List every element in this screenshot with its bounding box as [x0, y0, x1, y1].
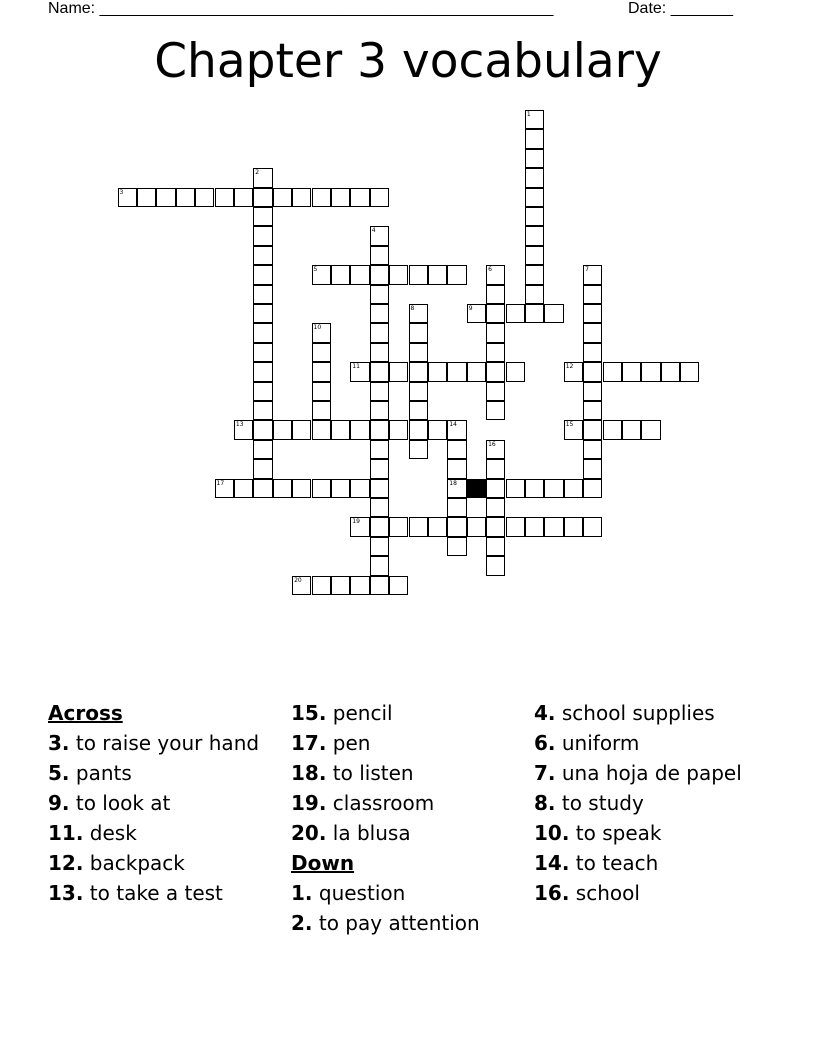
- clue-number-label: 16.: [534, 881, 570, 905]
- crossword-cell: [583, 343, 602, 362]
- crossword-cell: [583, 362, 602, 381]
- crossword-cell: [525, 517, 544, 536]
- clue-item: [291, 792, 521, 815]
- crossword-cell: [428, 420, 447, 439]
- crossword-cell: [156, 188, 175, 207]
- crossword-cell: [331, 576, 350, 595]
- crossword-cell: [312, 343, 331, 362]
- clue-number: 8: [410, 305, 415, 312]
- crossword-cell: [409, 517, 428, 536]
- clue-number-label: 11.: [48, 821, 84, 845]
- clue-number: 20: [294, 576, 302, 584]
- crossword-cell: [292, 576, 311, 595]
- clue-number: 17: [216, 479, 225, 487]
- clue-number-label: 13.: [48, 881, 84, 905]
- crossword-cell: [486, 459, 505, 478]
- crossword-cell: [370, 382, 389, 401]
- clue-item: [291, 762, 521, 785]
- crossword-cell: [312, 382, 331, 401]
- crossword-cell: [253, 304, 272, 323]
- clue-number-label: 4.: [534, 701, 556, 725]
- crossword-cell: [350, 517, 369, 536]
- clue-number: 12: [565, 363, 574, 371]
- crossword-cell: [312, 401, 331, 420]
- crossword-cell: [428, 265, 447, 284]
- crossword-cell: [312, 265, 331, 284]
- clue-item: [534, 762, 764, 785]
- clue-number-label: 7.: [534, 761, 556, 785]
- clue-number-label: 9.: [48, 791, 70, 815]
- clue-number: 4: [371, 227, 376, 235]
- crossword-cell: [447, 265, 466, 284]
- crossword-cell: [312, 188, 331, 207]
- crossword-cell: [486, 323, 505, 342]
- crossword-cell: [370, 401, 389, 420]
- clue-text: to raise your hand: [75, 731, 260, 755]
- clue-number: 1: [526, 111, 531, 118]
- crossword-cell: [486, 362, 505, 381]
- crossword-cell: [447, 420, 466, 439]
- crossword-cell: [583, 382, 602, 401]
- clue-text: pencil: [332, 701, 393, 725]
- crossword-cell: [564, 420, 583, 439]
- crossword-cell: [350, 420, 369, 439]
- crossword-cell: [486, 440, 505, 459]
- clue-number-label: 15.: [291, 701, 327, 725]
- crossword-cell: [447, 459, 466, 478]
- crossword-cell: [583, 517, 602, 536]
- clue-text: to speak: [575, 821, 662, 845]
- crossword-cell: [486, 517, 505, 536]
- name-field-label: Name: ___________________________________________________: [48, 0, 554, 17]
- crossword-cell: [370, 304, 389, 323]
- crossword-cell: [467, 362, 486, 381]
- crossword-cell: [564, 479, 583, 498]
- crossword-cell: [273, 188, 292, 207]
- clue-item: [291, 882, 521, 905]
- date-field-label: Date: _______: [628, 0, 733, 17]
- crossword-cell: [350, 188, 369, 207]
- crossword-cell: [641, 362, 660, 381]
- clue-number: 19: [352, 518, 360, 526]
- crossword-cell: [389, 265, 408, 284]
- crossword-cell: [409, 382, 428, 401]
- crossword-cell: [506, 304, 525, 323]
- crossword-cell: [447, 537, 466, 556]
- clue-number-label: 8.: [534, 791, 556, 815]
- crossword-cell: [409, 265, 428, 284]
- crossword-cell: [273, 420, 292, 439]
- crossword-cell: [312, 576, 331, 595]
- crossword-cell: [331, 188, 350, 207]
- crossword-cell: [486, 382, 505, 401]
- crossword-cell: [253, 246, 272, 265]
- crossword-cell: [389, 517, 408, 536]
- clue-number-label: 3.: [48, 731, 70, 755]
- clue-number: 15: [565, 421, 574, 429]
- clue-text: school supplies: [561, 701, 715, 725]
- crossword-cell: [370, 537, 389, 556]
- clue-text: uniform: [561, 731, 640, 755]
- crossword-cell: [331, 479, 350, 498]
- clue-number: 2: [255, 169, 260, 177]
- clue-text: to listen: [332, 761, 414, 785]
- crossword-cell: [389, 576, 408, 595]
- crossword-cell: [447, 440, 466, 459]
- clue-number: 16: [488, 440, 496, 448]
- crossword-cell: [467, 304, 486, 323]
- across-heading: Across: [48, 701, 123, 725]
- crossword-cell: [467, 517, 486, 536]
- crossword-cell: [370, 517, 389, 536]
- crossword-cell: [195, 188, 214, 207]
- crossword-cell: [234, 188, 253, 207]
- clue-text: backpack: [89, 851, 185, 875]
- clue-text: classroom: [332, 791, 435, 815]
- clue-item: [534, 882, 764, 905]
- clue-text: school: [575, 881, 640, 905]
- clue-item: [291, 912, 521, 935]
- crossword-cell: [370, 459, 389, 478]
- crossword-cell: [234, 479, 253, 498]
- crossword-cell: [583, 459, 602, 478]
- clue-text: to pay attention: [318, 911, 480, 935]
- clue-item: [534, 702, 764, 725]
- crossword-cell: [253, 401, 272, 420]
- clue-item: [534, 852, 764, 875]
- crossword-cell: [564, 517, 583, 536]
- clue-text: to look at: [75, 791, 171, 815]
- crossword-cell: [544, 479, 563, 498]
- crossword-cell: [350, 576, 369, 595]
- crossword-cell: [215, 188, 234, 207]
- clue-column-1: [48, 702, 278, 912]
- crossword-cell: [583, 401, 602, 420]
- crossword-cell: [661, 362, 680, 381]
- crossword-cell: [253, 323, 272, 342]
- crossword-cell: [370, 498, 389, 517]
- crossword-cell: [137, 188, 156, 207]
- clue-item: [291, 732, 521, 755]
- crossword-cell: [350, 362, 369, 381]
- clue-number: 7: [585, 266, 589, 274]
- crossword-cell: [292, 479, 311, 498]
- crossword-cell: [215, 479, 234, 498]
- clue-number-label: 6.: [534, 731, 556, 755]
- clue-number: 14: [449, 421, 457, 429]
- crossword-cell: [350, 479, 369, 498]
- clue-item: [534, 822, 764, 845]
- crossword-cell: [234, 420, 253, 439]
- crossword-cell: [292, 188, 311, 207]
- crossword-cell: [253, 207, 272, 226]
- crossword-cell: [409, 401, 428, 420]
- crossword-cell: [486, 479, 505, 498]
- crossword-cell: [428, 362, 447, 381]
- clue-text: desk: [89, 821, 137, 845]
- clue-item: [48, 822, 278, 845]
- crossword-cell: [447, 498, 466, 517]
- crossword-cell: [176, 188, 195, 207]
- clue-text: to teach: [575, 851, 659, 875]
- crossword-cell: [525, 129, 544, 148]
- crossword-cell: [253, 420, 272, 439]
- crossword-cell: [409, 420, 428, 439]
- clue-text: la blusa: [332, 821, 411, 845]
- clue-number: 11: [352, 363, 360, 371]
- crossword-cell: [370, 246, 389, 265]
- clue-item: [48, 732, 278, 755]
- crossword-cell: [486, 498, 505, 517]
- clue-number: 6: [488, 266, 492, 274]
- crossword-cell: [370, 440, 389, 459]
- clue-number-label: 5.: [48, 761, 70, 785]
- crossword-cell: [312, 362, 331, 381]
- crossword-cell: [525, 304, 544, 323]
- crossword-cell: [253, 362, 272, 381]
- crossword-cell: [583, 479, 602, 498]
- clue-number: 10: [313, 324, 322, 332]
- crossword-cell: [486, 343, 505, 362]
- clue-number: 9: [468, 305, 473, 312]
- clue-text: pants: [75, 761, 132, 785]
- clue-text: to study: [561, 791, 644, 815]
- crossword-cell: [525, 188, 544, 207]
- crossword-cell: [253, 382, 272, 401]
- crossword-cell: [622, 362, 641, 381]
- crossword-cell: [447, 479, 466, 498]
- clue-text: question: [318, 881, 406, 905]
- crossword-cell: [506, 517, 525, 536]
- crossword-cell: [389, 420, 408, 439]
- crossword-cell: [428, 517, 447, 536]
- crossword-black-square: [467, 479, 486, 498]
- crossword-cell: [525, 226, 544, 245]
- crossword-cell: [409, 343, 428, 362]
- crossword-cell: [370, 576, 389, 595]
- crossword-cell: [680, 362, 699, 381]
- crossword-cell: [409, 323, 428, 342]
- clue-item: [291, 822, 521, 845]
- clue-number-label: 1.: [291, 881, 313, 905]
- crossword-cell: [525, 285, 544, 304]
- page-title: Chapter 3 vocabulary: [154, 34, 662, 89]
- clue-number-label: 14.: [534, 851, 570, 875]
- crossword-cell: [525, 168, 544, 187]
- crossword-cell: [118, 188, 137, 207]
- clue-item: [48, 852, 278, 875]
- clue-number: 3: [119, 188, 124, 196]
- crossword-cell: [486, 401, 505, 420]
- crossword-cell: [525, 110, 544, 129]
- crossword-cell: [583, 285, 602, 304]
- crossword-cell: [253, 265, 272, 284]
- clue-number-label: 19.: [291, 791, 327, 815]
- clue-item: [48, 882, 278, 905]
- crossword-cell: [331, 265, 350, 284]
- crossword-cell: [583, 420, 602, 439]
- crossword-cell: [312, 479, 331, 498]
- clue-item: [48, 762, 278, 785]
- crossword-cell: [370, 285, 389, 304]
- clue-number-label: 10.: [534, 821, 570, 845]
- crossword-cell: [583, 323, 602, 342]
- crossword-cell: [486, 265, 505, 284]
- clue-item: [534, 792, 764, 815]
- crossword-cell: [486, 285, 505, 304]
- crossword-cell: [370, 343, 389, 362]
- down-heading: Down: [291, 851, 355, 875]
- clue-item: [534, 732, 764, 755]
- clue-number-label: 12.: [48, 851, 84, 875]
- crossword-cell: [409, 304, 428, 323]
- crossword-cell: [525, 479, 544, 498]
- crossword-cell: [603, 362, 622, 381]
- crossword-cell: [525, 265, 544, 284]
- crossword-cell: [525, 246, 544, 265]
- crossword-cell: [253, 168, 272, 187]
- crossword-cell: [370, 362, 389, 381]
- crossword-cell: [544, 517, 563, 536]
- crossword-cell: [292, 420, 311, 439]
- crossword-cell: [447, 517, 466, 536]
- crossword-cell: [506, 362, 525, 381]
- crossword-cell: [312, 323, 331, 342]
- crossword-cell: [622, 420, 641, 439]
- crossword-cell: [409, 440, 428, 459]
- clue-text: una hoja de papel: [561, 761, 742, 785]
- crossword-cell: [370, 556, 389, 575]
- clue-column-2: [291, 702, 521, 942]
- crossword-cell: [253, 188, 272, 207]
- crossword-cell: [370, 420, 389, 439]
- crossword-cell: [312, 420, 331, 439]
- clue-column-3: [534, 702, 764, 912]
- crossword-cell: [253, 285, 272, 304]
- clue-number-label: 2.: [291, 911, 313, 935]
- clue-number-label: 20.: [291, 821, 327, 845]
- clue-text: to take a test: [89, 881, 223, 905]
- clue-number: 18: [449, 479, 457, 487]
- crossword-cell: [253, 440, 272, 459]
- crossword-cell: [350, 265, 369, 284]
- crossword-cell: [253, 459, 272, 478]
- crossword-cell: [486, 304, 505, 323]
- crossword-cell: [409, 362, 428, 381]
- clue-number-label: 18.: [291, 761, 327, 785]
- crossword-cell: [641, 420, 660, 439]
- crossword-cell: [389, 362, 408, 381]
- crossword-cell: [544, 304, 563, 323]
- crossword-cell: [253, 479, 272, 498]
- crossword-cell: [447, 362, 466, 381]
- clue-text: pen: [332, 731, 371, 755]
- clue-item: [48, 792, 278, 815]
- crossword-cell: [370, 323, 389, 342]
- clue-number: 13: [235, 421, 244, 429]
- crossword-cell: [583, 265, 602, 284]
- crossword-cell: [525, 207, 544, 226]
- crossword-cell: [583, 304, 602, 323]
- crossword-cell: [370, 226, 389, 245]
- clue-number: 5: [313, 266, 318, 274]
- clue-number-label: 17.: [291, 731, 327, 755]
- crossword-cell: [583, 440, 602, 459]
- crossword-cell: [370, 188, 389, 207]
- crossword-cell: [603, 420, 622, 439]
- crossword-cell: [253, 343, 272, 362]
- crossword-cell: [525, 149, 544, 168]
- crossword-cell: [273, 479, 292, 498]
- crossword-cell: [486, 556, 505, 575]
- crossword-cell: [564, 362, 583, 381]
- crossword-cell: [331, 420, 350, 439]
- crossword-cell: [370, 265, 389, 284]
- crossword-cell: [253, 226, 272, 245]
- crossword-cell: [370, 479, 389, 498]
- crossword-cell: [506, 479, 525, 498]
- crossword-cell: [486, 537, 505, 556]
- clue-item: [291, 702, 521, 725]
